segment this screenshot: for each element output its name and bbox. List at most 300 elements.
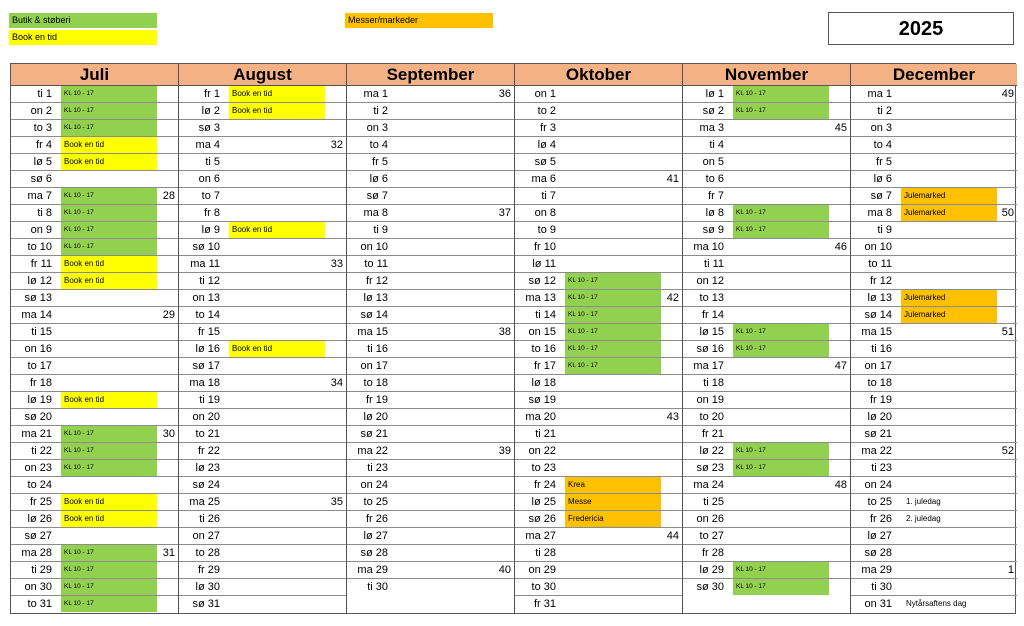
week-number: 36 xyxy=(498,88,511,100)
day-label: on 29 xyxy=(528,564,556,576)
day-row xyxy=(851,290,1017,307)
day-row xyxy=(515,477,682,494)
day-label: to 4 xyxy=(369,139,388,151)
event-cell: KL 10 - 17 xyxy=(733,222,829,238)
day-label: to 20 xyxy=(699,411,724,423)
day-label: to 27 xyxy=(699,530,724,542)
day-label: ti 14 xyxy=(535,309,556,321)
day-label: to 17 xyxy=(27,360,52,372)
day-row xyxy=(11,120,178,137)
day-label: lø 6 xyxy=(873,173,892,185)
week-number: 50 xyxy=(1001,207,1014,219)
day-label: lø 20 xyxy=(867,411,892,423)
day-row xyxy=(851,154,1017,171)
day-row xyxy=(683,137,850,154)
day-label: fr 14 xyxy=(701,309,724,321)
day-label: ti 9 xyxy=(877,224,892,236)
day-row xyxy=(515,511,682,528)
day-label: fr 4 xyxy=(36,139,52,151)
day-label: ma 24 xyxy=(693,479,724,491)
day-label: on 3 xyxy=(870,122,892,134)
day-label: ti 16 xyxy=(871,343,892,355)
event-cell: KL 10 - 17 xyxy=(733,443,829,459)
day-row xyxy=(179,511,346,528)
event-cell: KL 10 - 17 xyxy=(61,86,157,102)
day-label: sø 28 xyxy=(360,547,388,559)
event-cell: KL 10 - 17 xyxy=(565,341,661,357)
day-row xyxy=(851,137,1017,154)
day-label: to 28 xyxy=(195,547,220,559)
day-label: sø 6 xyxy=(30,173,52,185)
day-row xyxy=(851,375,1017,392)
month-header: December xyxy=(851,64,1017,86)
day-row xyxy=(347,290,514,307)
year-title: 2025 xyxy=(828,12,1014,45)
day-row xyxy=(515,392,682,409)
day-row xyxy=(515,239,682,256)
event-cell: KL 10 - 17 xyxy=(733,460,829,476)
day-label: fr 18 xyxy=(29,377,52,389)
event-cell: Book en tid xyxy=(229,86,325,102)
day-row xyxy=(683,545,850,562)
day-row xyxy=(851,579,1017,596)
month-column-oktober xyxy=(515,64,683,613)
week-number: 44 xyxy=(666,530,679,542)
day-row xyxy=(851,562,1017,579)
day-label: to 13 xyxy=(699,292,724,304)
week-number: 30 xyxy=(162,428,175,440)
day-label: sø 5 xyxy=(534,156,556,168)
day-label: on 10 xyxy=(360,241,388,253)
day-label: sø 19 xyxy=(528,394,556,406)
day-row xyxy=(347,137,514,154)
day-label: fr 19 xyxy=(365,394,388,406)
day-label: lø 16 xyxy=(195,343,220,355)
day-row xyxy=(179,443,346,460)
day-label: to 2 xyxy=(537,105,556,117)
day-row xyxy=(11,137,178,154)
day-row xyxy=(347,154,514,171)
day-row xyxy=(179,545,346,562)
day-row xyxy=(347,205,514,222)
day-row xyxy=(515,494,682,511)
day-label: fr 29 xyxy=(197,564,220,576)
day-label: fr 26 xyxy=(365,513,388,525)
day-label: ti 30 xyxy=(871,581,892,593)
day-row xyxy=(347,579,514,596)
day-label: to 31 xyxy=(27,598,52,610)
month-header: November xyxy=(683,64,850,86)
day-row xyxy=(347,477,514,494)
day-row xyxy=(515,375,682,392)
day-label: sø 21 xyxy=(864,428,892,440)
event-cell: Book en tid xyxy=(61,154,157,170)
week-number: 32 xyxy=(330,139,343,151)
day-row xyxy=(11,290,178,307)
day-row xyxy=(11,528,178,545)
event-cell: Book en tid xyxy=(61,494,157,510)
day-label: lø 2 xyxy=(201,105,220,117)
event-cell: Book en tid xyxy=(61,273,157,289)
day-label: ti 18 xyxy=(703,377,724,389)
day-row xyxy=(11,341,178,358)
event-cell: KL 10 - 17 xyxy=(733,579,829,595)
day-label: ti 22 xyxy=(31,445,52,457)
day-row xyxy=(683,324,850,341)
day-row xyxy=(515,443,682,460)
day-row xyxy=(179,86,346,103)
day-row xyxy=(683,528,850,545)
day-label: ma 17 xyxy=(693,360,724,372)
day-row xyxy=(683,171,850,188)
day-label: lø 20 xyxy=(363,411,388,423)
day-label: ti 1 xyxy=(37,88,52,100)
day-label: sø 7 xyxy=(870,190,892,202)
event-cell: KL 10 - 17 xyxy=(61,545,157,561)
week-number: 43 xyxy=(666,411,679,423)
day-label: to 4 xyxy=(873,139,892,151)
event-cell: KL 10 - 17 xyxy=(61,120,157,136)
day-label: on 30 xyxy=(24,581,52,593)
day-row xyxy=(515,426,682,443)
day-label: lø 27 xyxy=(363,530,388,542)
event-cell: Julemarked xyxy=(901,205,997,221)
event-cell: KL 10 - 17 xyxy=(733,205,829,221)
day-row xyxy=(515,171,682,188)
day-label: on 10 xyxy=(864,241,892,253)
event-cell: Book en tid xyxy=(229,341,325,357)
event-cell: KL 10 - 17 xyxy=(733,562,829,578)
day-label: lø 22 xyxy=(699,445,724,457)
day-label: lø 6 xyxy=(369,173,388,185)
month-column-august xyxy=(179,64,347,613)
day-label: ma 1 xyxy=(363,88,388,100)
day-label: ma 20 xyxy=(525,411,556,423)
day-label: on 26 xyxy=(696,513,724,525)
day-label: on 13 xyxy=(192,292,220,304)
week-number: 42 xyxy=(666,292,679,304)
day-label: to 18 xyxy=(867,377,892,389)
day-row xyxy=(11,239,178,256)
day-row xyxy=(11,205,178,222)
day-row xyxy=(11,460,178,477)
day-row xyxy=(179,392,346,409)
day-row xyxy=(179,596,346,613)
day-label: on 2 xyxy=(30,105,52,117)
day-row xyxy=(683,239,850,256)
day-row xyxy=(683,477,850,494)
day-row xyxy=(515,579,682,596)
day-label: to 3 xyxy=(33,122,52,134)
week-number: 49 xyxy=(1001,88,1014,100)
week-number: 39 xyxy=(498,445,511,457)
day-row xyxy=(11,545,178,562)
day-row xyxy=(11,392,178,409)
day-label: ti 2 xyxy=(877,105,892,117)
event-cell: KL 10 - 17 xyxy=(565,307,661,323)
day-label: to 6 xyxy=(705,173,724,185)
day-label: sø 3 xyxy=(198,122,220,134)
day-row xyxy=(179,341,346,358)
day-label: fr 7 xyxy=(708,190,724,202)
day-label: on 6 xyxy=(198,173,220,185)
day-label: to 16 xyxy=(531,343,556,355)
day-label: lø 13 xyxy=(363,292,388,304)
day-label: ti 23 xyxy=(871,462,892,474)
day-row xyxy=(683,222,850,239)
day-row xyxy=(683,426,850,443)
event-cell: Julemarked xyxy=(901,188,997,204)
day-label: on 9 xyxy=(30,224,52,236)
event-cell: KL 10 - 17 xyxy=(565,290,661,306)
day-row xyxy=(515,562,682,579)
event-cell: KL 10 - 17 xyxy=(61,596,157,612)
day-row xyxy=(179,528,346,545)
event-cell: KL 10 - 17 xyxy=(61,562,157,578)
day-label: lø 4 xyxy=(537,139,556,151)
day-row xyxy=(851,307,1017,324)
day-label: to 10 xyxy=(27,241,52,253)
day-label: ti 4 xyxy=(709,139,724,151)
day-label: fr 3 xyxy=(540,122,556,134)
day-row xyxy=(851,358,1017,375)
day-label: sø 23 xyxy=(696,462,724,474)
event-cell: KL 10 - 17 xyxy=(733,341,829,357)
day-row xyxy=(683,494,850,511)
day-row xyxy=(347,103,514,120)
week-number: 33 xyxy=(330,258,343,270)
month-column-november xyxy=(683,64,851,613)
day-row xyxy=(515,188,682,205)
event-cell: KL 10 - 17 xyxy=(61,103,157,119)
day-label: sø 7 xyxy=(366,190,388,202)
week-number: 47 xyxy=(834,360,847,372)
day-row xyxy=(11,256,178,273)
day-row xyxy=(179,171,346,188)
holiday-label: 1. juledag xyxy=(906,497,941,506)
day-row xyxy=(683,307,850,324)
day-label: on 12 xyxy=(696,275,724,287)
week-number: 48 xyxy=(834,479,847,491)
day-label: sø 24 xyxy=(192,479,220,491)
day-row xyxy=(11,86,178,103)
day-label: fr 24 xyxy=(533,479,556,491)
day-label: sø 13 xyxy=(24,292,52,304)
day-label: fr 22 xyxy=(197,445,220,457)
day-label: ti 16 xyxy=(367,343,388,355)
day-label: sø 21 xyxy=(360,428,388,440)
week-number: 28 xyxy=(162,190,175,202)
month-header: August xyxy=(179,64,346,86)
month-column-december xyxy=(851,64,1017,613)
day-label: sø 16 xyxy=(696,343,724,355)
day-label: to 18 xyxy=(363,377,388,389)
day-label: ti 21 xyxy=(535,428,556,440)
day-row xyxy=(683,443,850,460)
day-label: ma 13 xyxy=(525,292,556,304)
day-label: sø 9 xyxy=(702,224,724,236)
event-cell: KL 10 - 17 xyxy=(733,103,829,119)
week-number: 37 xyxy=(498,207,511,219)
week-number: 35 xyxy=(330,496,343,508)
day-label: on 5 xyxy=(702,156,724,168)
event-cell: KL 10 - 17 xyxy=(61,188,157,204)
calendar-grid xyxy=(10,63,1016,614)
day-label: lø 12 xyxy=(27,275,52,287)
day-row xyxy=(515,137,682,154)
day-label: lø 13 xyxy=(867,292,892,304)
day-label: ma 14 xyxy=(21,309,52,321)
event-cell: KL 10 - 17 xyxy=(733,324,829,340)
day-label: fr 15 xyxy=(197,326,220,338)
day-label: ti 30 xyxy=(367,581,388,593)
day-label: ti 19 xyxy=(199,394,220,406)
day-row xyxy=(347,409,514,426)
day-label: lø 18 xyxy=(531,377,556,389)
day-label: on 3 xyxy=(366,122,388,134)
day-label: ma 1 xyxy=(867,88,892,100)
day-row xyxy=(11,477,178,494)
day-label: lø 15 xyxy=(699,326,724,338)
day-row xyxy=(347,392,514,409)
day-label: sø 12 xyxy=(528,275,556,287)
day-label: sø 14 xyxy=(864,309,892,321)
day-label: ti 28 xyxy=(535,547,556,559)
event-cell: KL 10 - 17 xyxy=(61,579,157,595)
day-row xyxy=(851,494,1017,511)
day-row xyxy=(515,120,682,137)
day-row xyxy=(515,273,682,290)
day-row xyxy=(683,256,850,273)
day-row xyxy=(683,341,850,358)
event-cell: Julemarked xyxy=(901,307,997,323)
day-row xyxy=(179,409,346,426)
day-row xyxy=(347,460,514,477)
day-label: sø 28 xyxy=(864,547,892,559)
day-row xyxy=(683,579,850,596)
day-row xyxy=(347,86,514,103)
legend-messer-markeder: Messer/markeder xyxy=(345,13,493,28)
day-row xyxy=(851,392,1017,409)
day-label: ti 8 xyxy=(37,207,52,219)
day-row xyxy=(179,324,346,341)
week-number: 45 xyxy=(834,122,847,134)
day-label: fr 8 xyxy=(204,207,220,219)
day-label: ma 6 xyxy=(531,173,556,185)
day-label: ma 28 xyxy=(21,547,52,559)
day-label: lø 29 xyxy=(699,564,724,576)
day-row xyxy=(347,426,514,443)
day-label: on 24 xyxy=(360,479,388,491)
week-number: 29 xyxy=(162,309,175,321)
day-row xyxy=(851,460,1017,477)
day-label: ma 7 xyxy=(27,190,52,202)
day-label: ti 2 xyxy=(373,105,388,117)
day-row xyxy=(11,562,178,579)
day-row xyxy=(179,494,346,511)
day-label: ti 15 xyxy=(31,326,52,338)
day-row xyxy=(851,86,1017,103)
day-row xyxy=(179,460,346,477)
day-label: lø 26 xyxy=(27,513,52,525)
day-row xyxy=(851,222,1017,239)
day-row xyxy=(11,375,178,392)
day-row xyxy=(179,562,346,579)
day-label: ma 15 xyxy=(861,326,892,338)
day-label: to 14 xyxy=(195,309,220,321)
day-row xyxy=(179,188,346,205)
event-cell: Book en tid xyxy=(229,222,325,238)
week-number: 1 xyxy=(1007,564,1014,576)
day-row xyxy=(851,477,1017,494)
day-label: to 30 xyxy=(531,581,556,593)
day-row xyxy=(347,222,514,239)
month-header: September xyxy=(347,64,514,86)
day-row xyxy=(347,545,514,562)
day-row xyxy=(515,290,682,307)
day-label: ma 8 xyxy=(363,207,388,219)
day-label: ti 5 xyxy=(205,156,220,168)
day-label: fr 31 xyxy=(533,598,556,610)
day-row xyxy=(515,596,682,613)
legend-butik-stoberi: Butik & støberi xyxy=(9,13,157,28)
event-cell: Book en tid xyxy=(229,103,325,119)
day-row xyxy=(347,239,514,256)
day-label: ma 11 xyxy=(190,258,220,270)
day-label: fr 12 xyxy=(365,275,388,287)
day-row xyxy=(347,171,514,188)
day-label: ti 7 xyxy=(541,190,556,202)
day-label: to 23 xyxy=(531,462,556,474)
day-row xyxy=(683,358,850,375)
day-row xyxy=(515,154,682,171)
day-label: ma 15 xyxy=(357,326,388,338)
day-label: lø 27 xyxy=(867,530,892,542)
day-row xyxy=(515,545,682,562)
day-label: to 21 xyxy=(195,428,220,440)
day-row xyxy=(11,103,178,120)
day-row xyxy=(11,154,178,171)
day-row xyxy=(347,256,514,273)
week-number: 40 xyxy=(498,564,511,576)
day-row xyxy=(347,562,514,579)
day-row xyxy=(683,562,850,579)
day-label: on 31 xyxy=(864,598,892,610)
day-label: fr 26 xyxy=(869,513,892,525)
day-row xyxy=(179,222,346,239)
day-label: on 15 xyxy=(528,326,556,338)
day-row xyxy=(11,409,178,426)
day-row xyxy=(515,222,682,239)
day-row xyxy=(851,324,1017,341)
day-row xyxy=(347,494,514,511)
day-label: on 16 xyxy=(24,343,52,355)
day-label: fr 21 xyxy=(701,428,724,440)
day-label: ma 10 xyxy=(693,241,724,253)
day-label: lø 25 xyxy=(531,496,556,508)
day-label: on 17 xyxy=(864,360,892,372)
day-row xyxy=(179,477,346,494)
day-row xyxy=(851,409,1017,426)
day-label: ma 29 xyxy=(357,564,388,576)
day-label: sø 31 xyxy=(192,598,220,610)
day-row xyxy=(11,222,178,239)
day-label: fr 25 xyxy=(29,496,52,508)
day-row xyxy=(347,511,514,528)
day-label: ti 26 xyxy=(199,513,220,525)
day-row xyxy=(851,256,1017,273)
day-row xyxy=(11,171,178,188)
